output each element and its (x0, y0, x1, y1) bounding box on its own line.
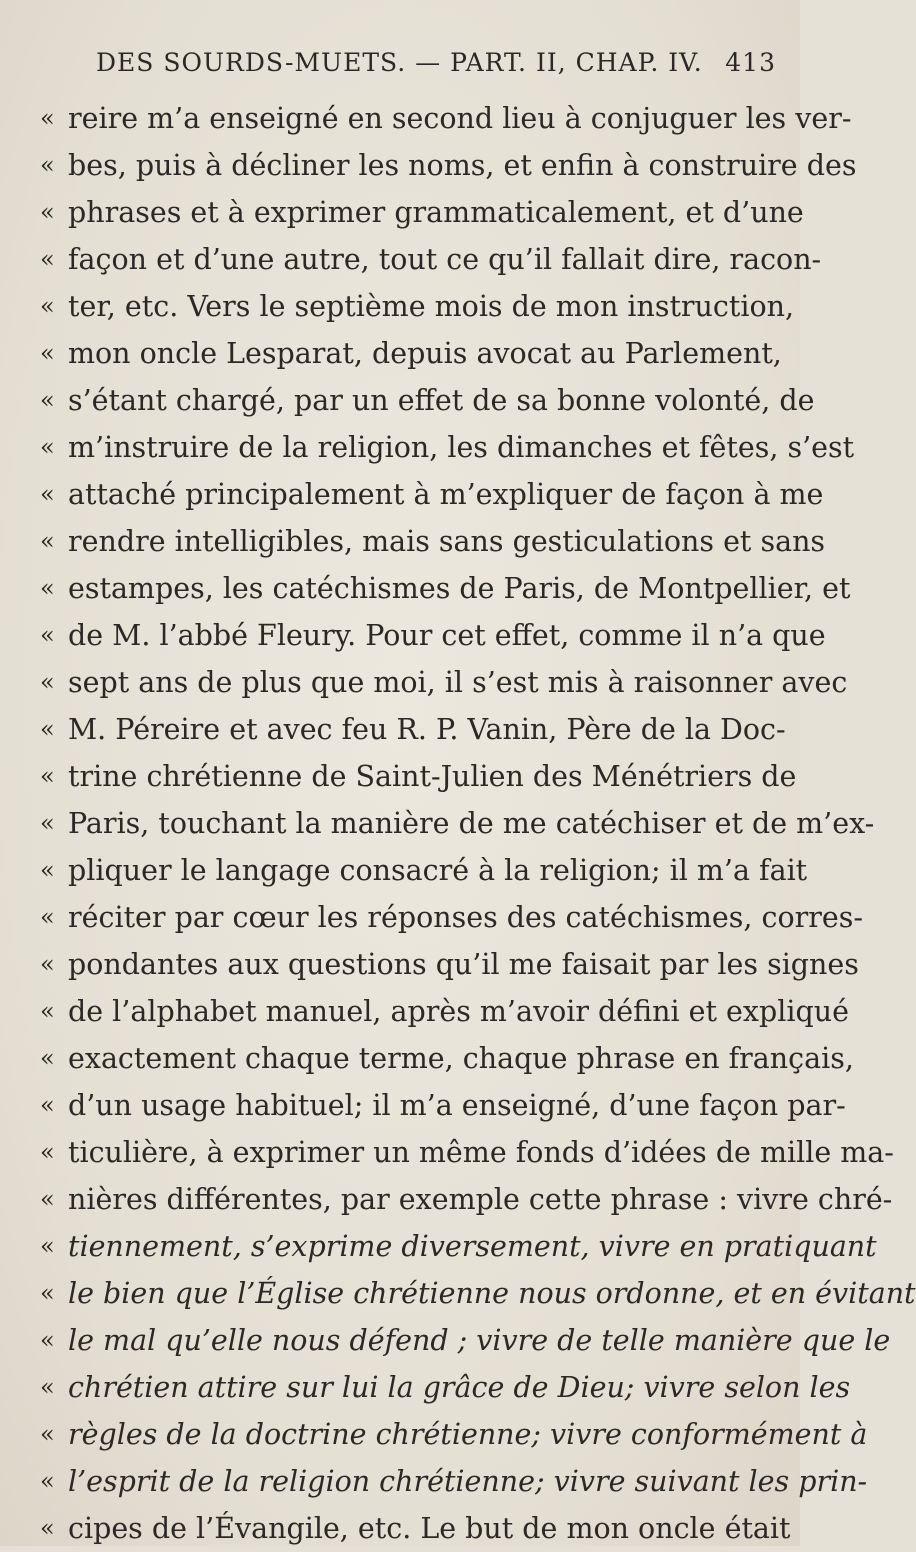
text-line (40, 1129, 894, 1176)
text-line (40, 565, 851, 612)
quote-mark: « (40, 1044, 55, 1072)
quote-mark: « (40, 1232, 55, 1260)
text-line (40, 847, 808, 894)
text-line (40, 330, 788, 377)
quote-mark: « (40, 1514, 55, 1542)
text-line (40, 1458, 868, 1505)
quote-mark: « (40, 1138, 55, 1166)
quote-mark: « (40, 668, 55, 696)
text-line (40, 1411, 868, 1458)
text-line (40, 424, 855, 471)
line-text: estampes, les catéchismes de Paris, de Montpellier, et (68, 572, 851, 605)
quote-mark: « (40, 339, 55, 367)
line-text: attaché principalement à m’expliquer de façon à me (68, 478, 824, 511)
text-line (40, 518, 826, 565)
text-line (40, 236, 822, 283)
line-text: chrétien attire sur lui la grâce de Dieu; vivre selon les (68, 1371, 851, 1404)
text-line (40, 377, 815, 424)
line-text: ticulière, à exprimer un même fonds d’idées de mille ma- (68, 1136, 894, 1169)
text-line (40, 753, 797, 800)
running-head-title: DES SOURDS-MUETS. — PART. II, CHAP. IV. (96, 48, 703, 77)
quote-mark: « (40, 104, 55, 132)
line-text: de l’alphabet manuel, après m’avoir défini et expliqué (68, 995, 849, 1028)
quote-mark: « (40, 292, 55, 320)
text-line (40, 471, 824, 518)
line-text: Paris, touchant la manière de me catéchiser et de m’ex- (68, 807, 875, 840)
quote-mark: « (40, 1373, 55, 1401)
line-text: M. Péreire et avec feu R. P. Vanin, Père de la Doc- (68, 713, 786, 746)
quote-mark: « (40, 1467, 55, 1495)
line-text: réciter par cœur les réponses des catéchismes, corres- (68, 901, 864, 934)
text-line (40, 283, 795, 330)
quote-mark: « (40, 1326, 55, 1354)
line-text: de M. l’abbé Fleury. Pour cet effet, comme il n’a que (68, 619, 826, 652)
line-text: le bien que l’Église chrétienne nous ordonne, et en évitant (68, 1277, 916, 1310)
line-text: trine chrétienne de Saint-Julien des Ménétriers de (68, 760, 797, 793)
quote-mark: « (40, 715, 55, 743)
text-line (40, 95, 852, 142)
quote-mark: « (40, 997, 55, 1025)
line-text: mon oncle Lesparat, depuis avocat au Parlement, (68, 337, 782, 370)
quote-mark: « (40, 151, 55, 179)
body-text (40, 95, 916, 1552)
text-line (40, 1364, 851, 1411)
text-line (40, 941, 859, 988)
text-line (40, 659, 848, 706)
line-text: reire m’a enseigné en second lieu à conjuguer les ver- (68, 102, 852, 135)
quote-mark: « (40, 198, 55, 226)
text-line (40, 612, 826, 659)
line-text: s’étant chargé, par un effet de sa bonne volonté, de (68, 384, 815, 417)
quote-mark: « (40, 1091, 55, 1119)
text-line (40, 988, 849, 1035)
text-line (40, 1223, 877, 1270)
text-line (40, 1505, 791, 1552)
text-line (40, 1035, 854, 1082)
text-line (40, 1082, 846, 1129)
line-text: cipes de l’Évangile, etc. Le but de mon oncle était (68, 1512, 791, 1545)
line-text: d’un usage habituel; il m’a enseigné, d’une façon par- (68, 1089, 846, 1122)
line-text: sept ans de plus que moi, il s’est mis à raisonner avec (68, 666, 848, 699)
line-text: pondantes aux questions qu’il me faisait par les signes (68, 948, 859, 981)
line-text: pliquer le langage consacré à la religion; il m’a fait (68, 854, 808, 887)
text-line (40, 1317, 891, 1364)
line-text: exactement chaque terme, chaque phrase en français, (68, 1042, 854, 1075)
quote-mark: « (40, 245, 55, 273)
text-line (40, 800, 875, 847)
text-line (40, 706, 788, 753)
quote-mark: « (40, 433, 55, 461)
page-number: 413 (725, 48, 776, 77)
line-text: nières différentes, par exemple cette phrase : vivre chré- (68, 1183, 893, 1216)
line-text: façon et d’une autre, tout ce qu’il fallait dire, racon- (68, 243, 822, 276)
line-text: l’esprit de la religion chrétienne; vivre suivant les prin- (68, 1465, 868, 1498)
text-line (40, 1176, 893, 1223)
text-line (40, 189, 804, 236)
quote-mark: « (40, 621, 55, 649)
quote-mark: « (40, 856, 55, 884)
quote-mark: « (40, 1185, 55, 1213)
running-head (96, 48, 776, 88)
quote-mark: « (40, 480, 55, 508)
quote-mark: « (40, 574, 55, 602)
line-text: règles de la doctrine chrétienne; vivre conformément à (68, 1418, 868, 1451)
line-text: ter, etc. Vers le septième mois de mon instruction, (68, 290, 795, 323)
text-line (40, 894, 864, 941)
quote-mark: « (40, 1279, 55, 1307)
line-text: phrases et à exprimer grammaticalement, et d’une (68, 196, 804, 229)
quote-mark: « (40, 1420, 55, 1448)
quote-mark: « (40, 762, 55, 790)
line-text: tiennement, s’exprime diversement, vivre en pratiquant (68, 1230, 877, 1263)
line-text: le mal qu’elle nous défend ; vivre de telle manière que le (68, 1324, 891, 1357)
quote-mark: « (40, 950, 55, 978)
quote-mark: « (40, 903, 55, 931)
line-text: bes, puis à décliner les noms, et enfin à construire des (68, 149, 857, 182)
quote-mark: « (40, 809, 55, 837)
line-text: rendre intelligibles, mais sans gesticulations et sans (68, 525, 826, 558)
line-text: m’instruire de la religion, les dimanches et fêtes, s’est (68, 431, 855, 464)
quote-mark: « (40, 527, 55, 555)
text-line (40, 1270, 916, 1317)
quote-mark: « (40, 386, 55, 414)
text-line (40, 142, 857, 189)
